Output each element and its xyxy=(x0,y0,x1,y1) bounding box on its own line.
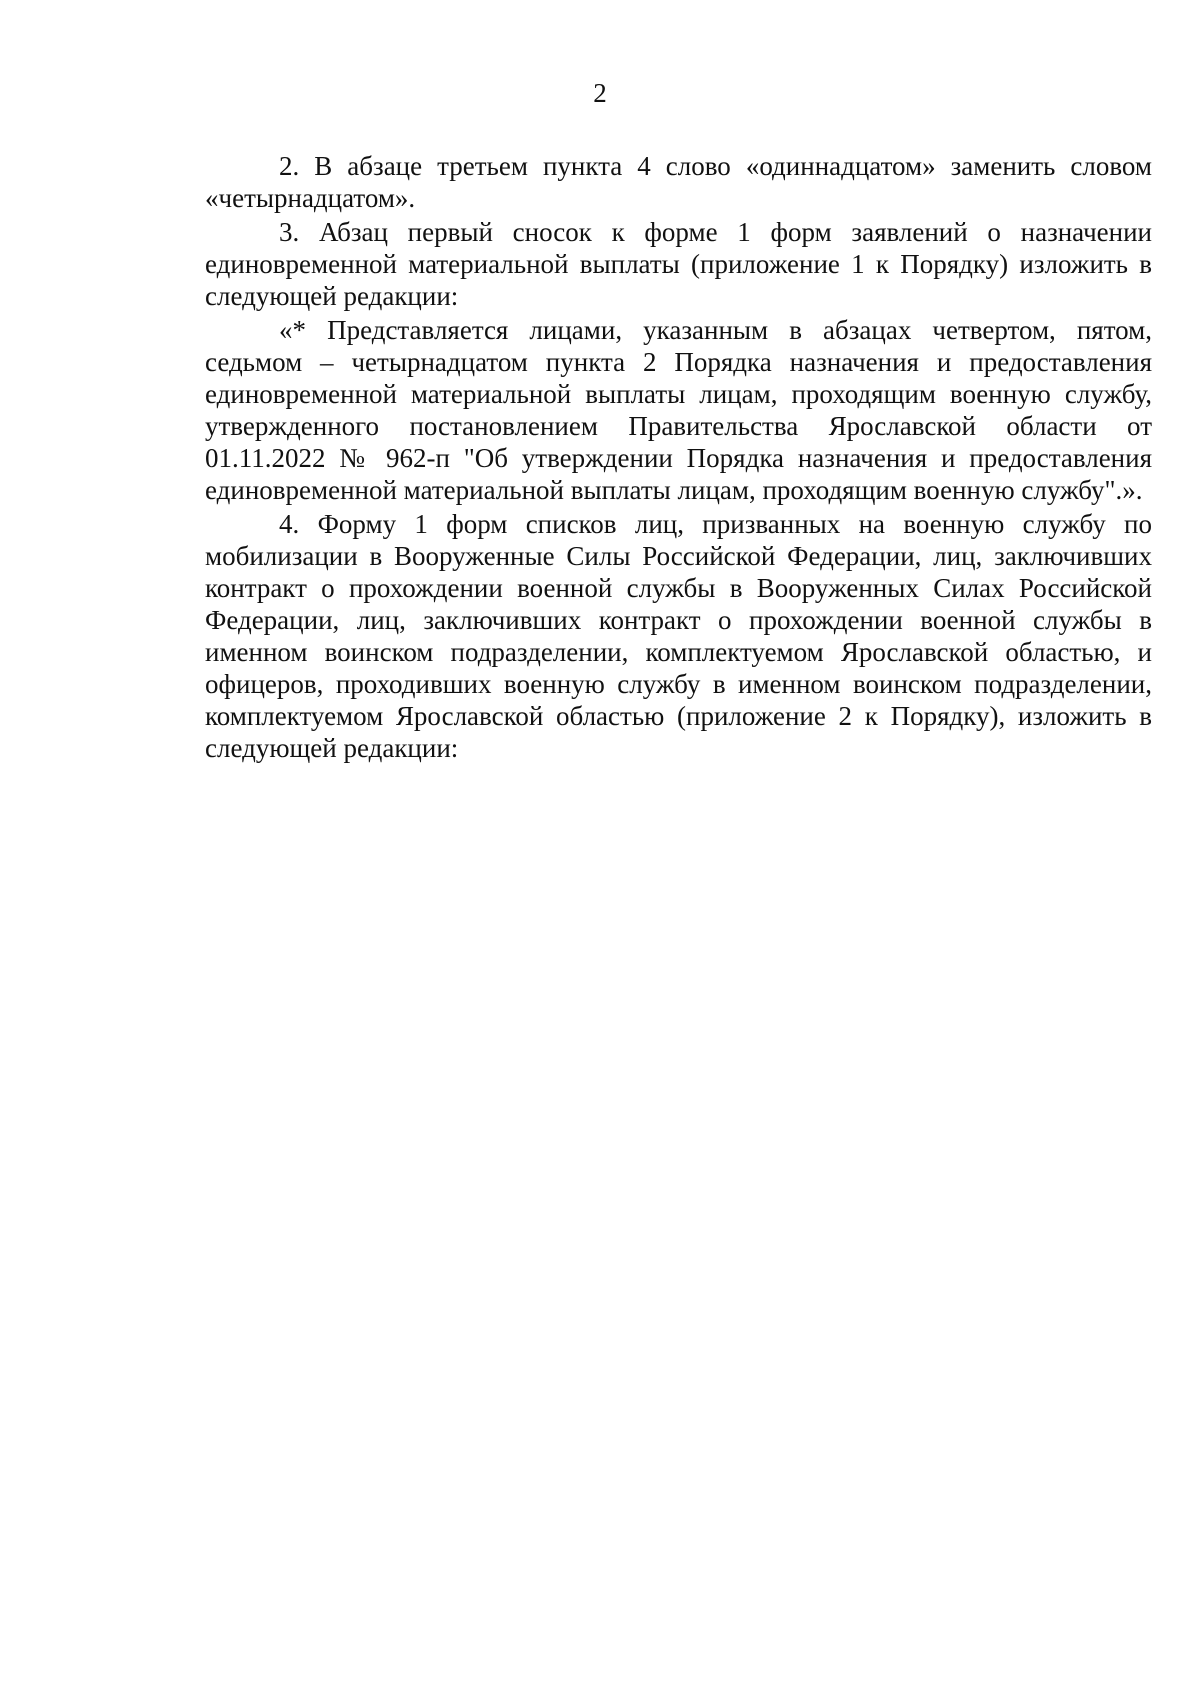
document-body xyxy=(205,150,1152,766)
paragraph-item-3: 3. Абзац первый сносок к форме 1 форм заявлений о назначении единовременной материальной выплаты (приложение 1 к Порядку) изложить в следующей редакции: xyxy=(205,217,1152,311)
paragraph-item-2: 2. В абзаце третьем пункта 4 слово «одиннадцатом» заменить словом «четырнадцатом». xyxy=(205,151,1152,213)
page-number: 2 xyxy=(593,78,607,108)
paragraph-item-4: 4. Форму 1 форм списков лиц, призванных на военную службу по мобилизации в Вооруженные Силы Российской Федерации, лиц, заключивших контракт о прохождении военной службы в Вооруженных Силах Российской Федерации, лиц, заключивших контракт о прохождении военной службы в именном воинском подразделении, комплектуемом Ярославской областью, и офицеров, проходивших военную службу в именном воинском подразделении, комплектуемом Ярославской областью (приложение 2 к Порядку), изложить в следующей редакции: xyxy=(205,509,1152,763)
paragraph-quoted-footnote: «* Представляется лицами, указанным в абзацах четвертом, пятом, седьмом – четырнадцатом пункта 2 Порядка назначения и предоставления единовременной материальной выплаты лицам, проходящим военную службу, утвержденного постановлением Правительства Ярославской области от 01.11.2022 № 962-п "Об утверждении Порядка назначения и предоставления единовременной материальной выплаты лицам, проходящим военную службу".». xyxy=(205,315,1152,505)
